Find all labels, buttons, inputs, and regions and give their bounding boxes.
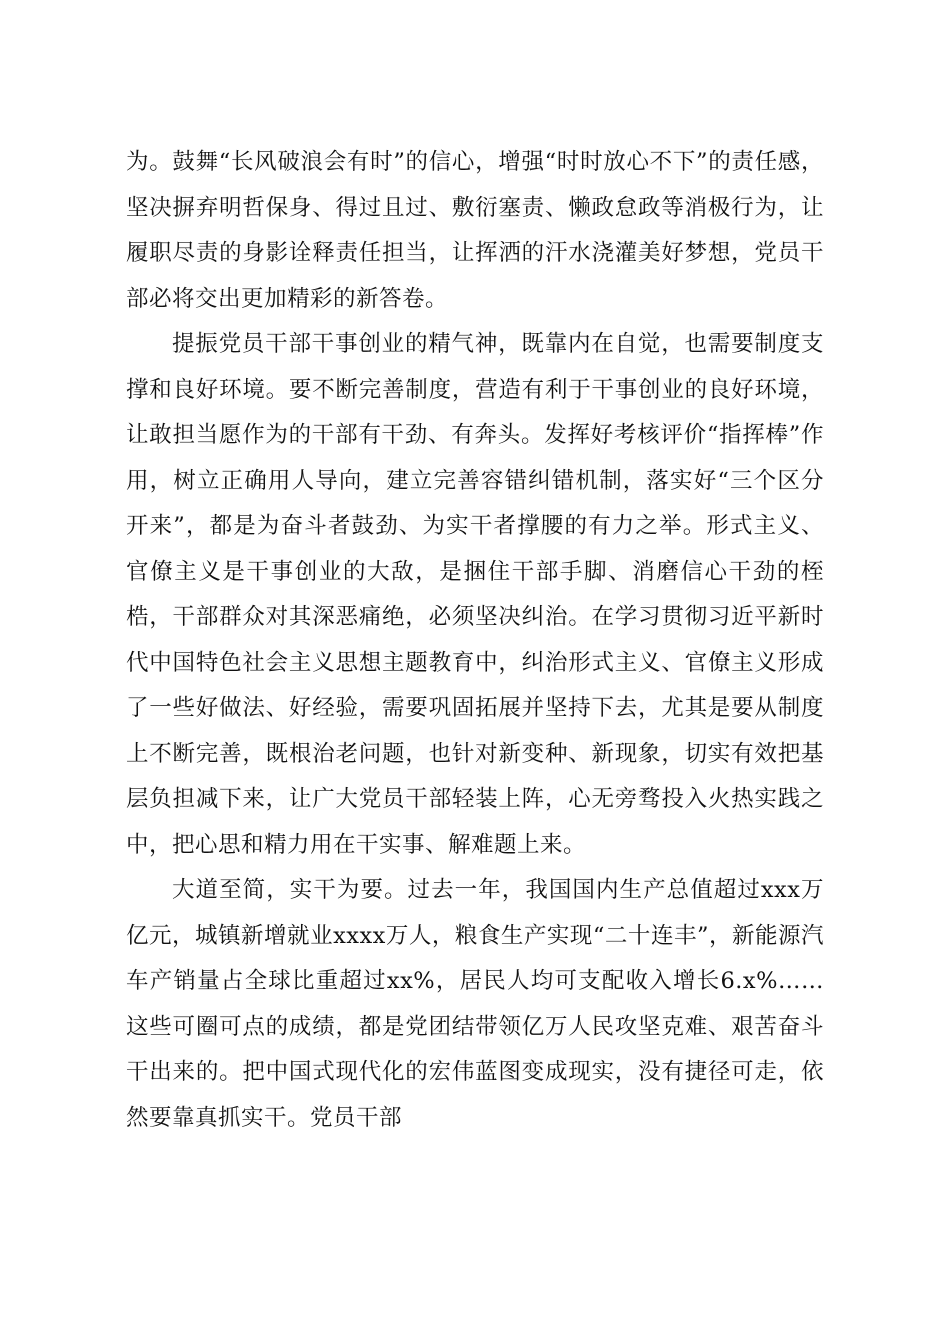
paragraph-system-support: 提振党员干部干事创业的精气神，既靠内在自觉，也需要制度支撑和良好环境。要不断完善制度，营造有利于干事创业的良好环境，让敢担当愿作为的干部有干劲、有奔头。发挥好考核评价“指挥棒”作用，树立正确用人导向，建立完善容错纠错机制，落实好“三个区分开来”，都是为奋斗者鼓劲、为实干者撑腰的有力之举。形式主义、官僚主义是干事创业的大敌，是捆住干部手脚、消磨信心干劲的桎梏，干部群众对其深恶痛绝，必须坚决纠治。在学习贯彻习近平新时代中国特色社会主义思想主题教育中，纠治形式主义、官僚主义形成了一些好做法、好经验，需要巩固拓展并坚持下去，尤其是要从制度上不断完善，既根治老问题，也针对新变种、新现象，切实有效把基层负担减下来，让广大党员干部轻装上阵，心无旁骛投入火热实践之中，把心思和精力用在干实事、解难题上来。 xyxy=(126,331,824,858)
paragraph-practical-work: 大道至简，实干为要。过去一年，我国国内生产总值超过xxx万亿元，城镇新增就业xxxx万人，粮食生产实现“二十连丰”，新能源汽车产销量占全球比重超过xx%，居民人均可支配收入增长6.x%……这些可圈可点的成绩，都是党团结带领亿万人民攻坚克难、艰苦奋斗干出来的。把中国式现代化的宏伟蓝图变成现实，没有捷径可走，依然要靠真抓实干。党员干部 xyxy=(126,877,824,1131)
paragraph-continuation: 为。鼓舞“长风破浪会有时”的信心，增强“时时放心不下”的责任感，坚决摒弃明哲保身、得过且过、敷衍塞责、懒政怠政等消极行为，让履职尽责的身影诠释责任担当，让挥洒的汗水浇灌美好梦想，党员干部必将交出更加精彩的新答卷。 xyxy=(126,149,824,312)
document-page xyxy=(126,140,824,1141)
